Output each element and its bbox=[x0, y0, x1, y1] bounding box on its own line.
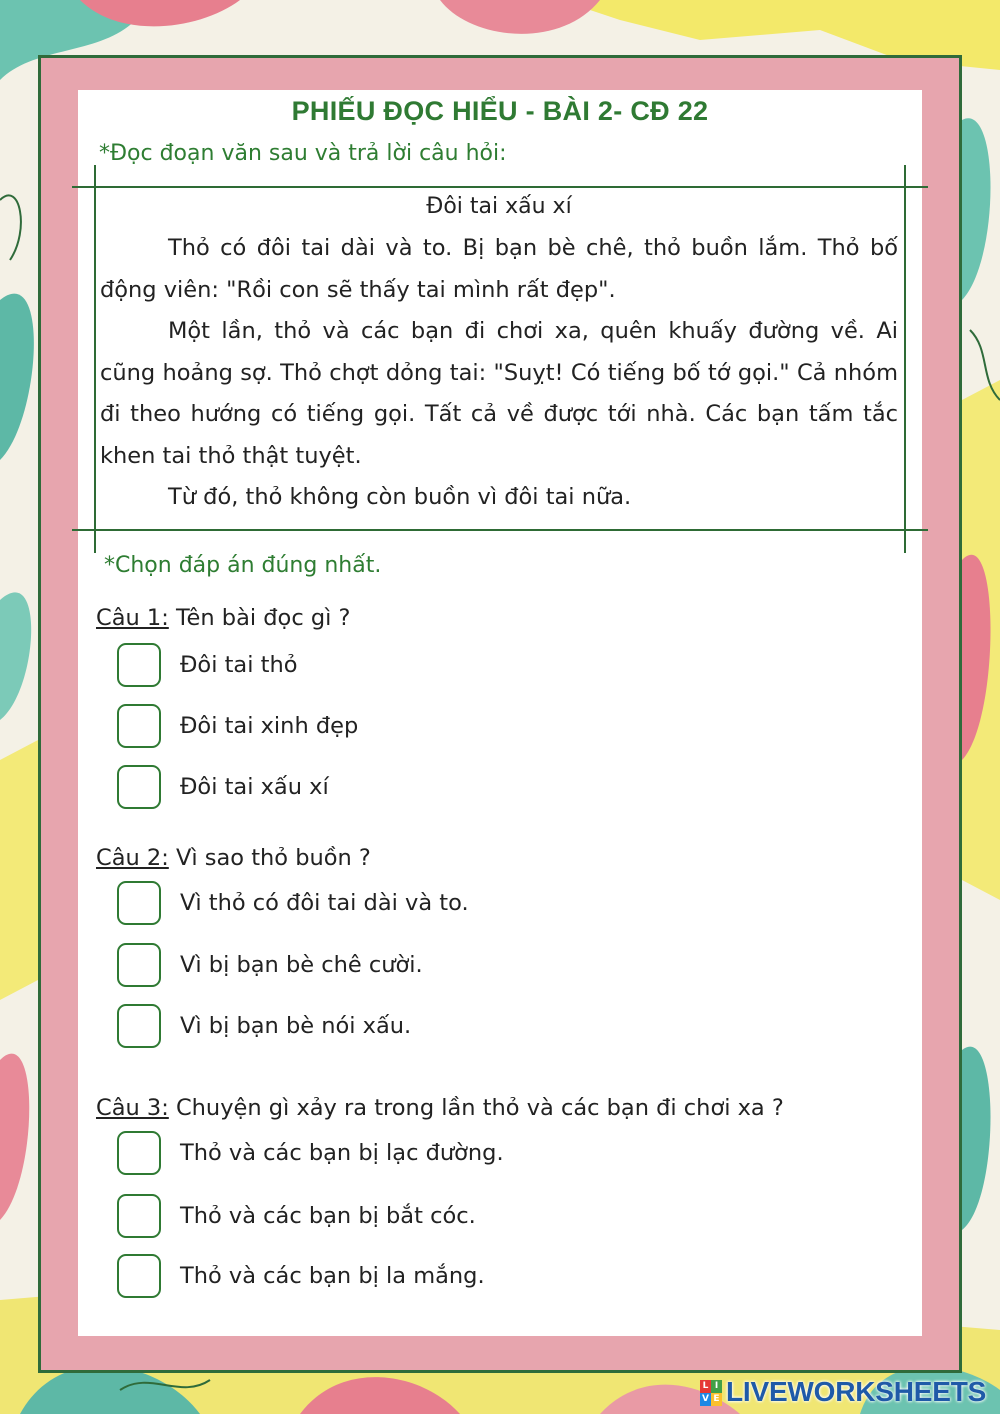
answer-option[interactable] bbox=[117, 643, 717, 691]
answer-checkbox[interactable] bbox=[117, 1131, 161, 1175]
answer-checkbox[interactable] bbox=[117, 643, 161, 687]
liveworksheets-logo[interactable] bbox=[700, 1376, 995, 1410]
question-1 bbox=[96, 605, 350, 631]
answer-option[interactable] bbox=[117, 943, 717, 991]
answer-label: Vì bị bạn bè nói xấu. bbox=[180, 1013, 412, 1039]
answer-checkbox[interactable] bbox=[117, 765, 161, 809]
answer-label: Thỏ và các bạn bị lạc đường. bbox=[180, 1140, 504, 1166]
question-number: Câu 2: bbox=[96, 845, 169, 871]
question-number: Câu 1: bbox=[96, 605, 169, 631]
answer-label: Vì bị bạn bè chê cười. bbox=[180, 952, 423, 978]
answer-checkbox[interactable] bbox=[117, 943, 161, 987]
liveworksheets-icon: L I V E bbox=[700, 1380, 722, 1406]
brand-name: LIVEWORKSHEETS bbox=[726, 1376, 987, 1407]
question-3 bbox=[96, 1095, 784, 1121]
answer-checkbox[interactable] bbox=[117, 1004, 161, 1048]
answer-option[interactable] bbox=[117, 881, 717, 929]
answer-option[interactable] bbox=[117, 1194, 717, 1242]
worksheet-title: PHIẾU ĐỌC HIỂU - BÀI 2- CĐ 22 bbox=[291, 96, 709, 126]
passage-title: Đôi tai xấu xí bbox=[426, 194, 572, 219]
answer-option[interactable] bbox=[117, 1004, 717, 1052]
answer-option[interactable] bbox=[117, 765, 717, 813]
answer-label: Đôi tai xấu xí bbox=[180, 774, 329, 800]
instruction-read: *Đọc đoạn văn sau và trả lời câu hỏi: bbox=[99, 141, 507, 166]
answer-label: Đôi tai thỏ bbox=[180, 652, 298, 678]
answer-option[interactable] bbox=[117, 1254, 717, 1302]
passage-text bbox=[100, 228, 898, 519]
question-text: Chuyện gì xảy ra trong lần thỏ và các bạn đi chơi xa ? bbox=[168, 1095, 784, 1121]
instruction-choose: *Chọn đáp án đúng nhất. bbox=[104, 553, 382, 578]
answer-checkbox[interactable] bbox=[117, 704, 161, 748]
question-2 bbox=[96, 845, 371, 871]
question-text: Vì sao thỏ buồn ? bbox=[168, 845, 371, 871]
answer-checkbox[interactable] bbox=[117, 1194, 161, 1238]
answer-option[interactable] bbox=[117, 1131, 717, 1179]
passage-paragraph: Một lần, thỏ và các bạn đi chơi xa, quên khuấy đường về. Ai cũng hoảng sợ. Thỏ chợt dỏng tai: "Suỵt! Có tiếng bố tớ gọi." Cả nhóm đi theo hướng có tiếng gọi. Tất cả về được tới nhà. Các bạn tấm tắc khen tai thỏ thật tuyệt. bbox=[100, 318, 898, 469]
answer-label: Đôi tai xinh đẹp bbox=[180, 713, 359, 739]
answer-checkbox[interactable] bbox=[117, 881, 161, 925]
question-number: Câu 3: bbox=[96, 1095, 169, 1121]
answer-option[interactable] bbox=[117, 704, 717, 752]
answer-label: Vì thỏ có đôi tai dài và to. bbox=[180, 890, 469, 916]
answer-label: Thỏ và các bạn bị la mắng. bbox=[180, 1263, 485, 1289]
answer-checkbox[interactable] bbox=[117, 1254, 161, 1298]
question-text: Tên bài đọc gì ? bbox=[168, 605, 351, 631]
passage-paragraph: Thỏ có đôi tai dài và to. Bị bạn bè chê, thỏ buồn lắm. Thỏ bố động viên: "Rồi con sẽ thấy tai mình rất đẹp". bbox=[100, 235, 898, 303]
answer-label: Thỏ và các bạn bị bắt cóc. bbox=[180, 1203, 476, 1229]
passage-paragraph: Từ đó, thỏ không còn buồn vì đôi tai nữa. bbox=[168, 484, 632, 510]
